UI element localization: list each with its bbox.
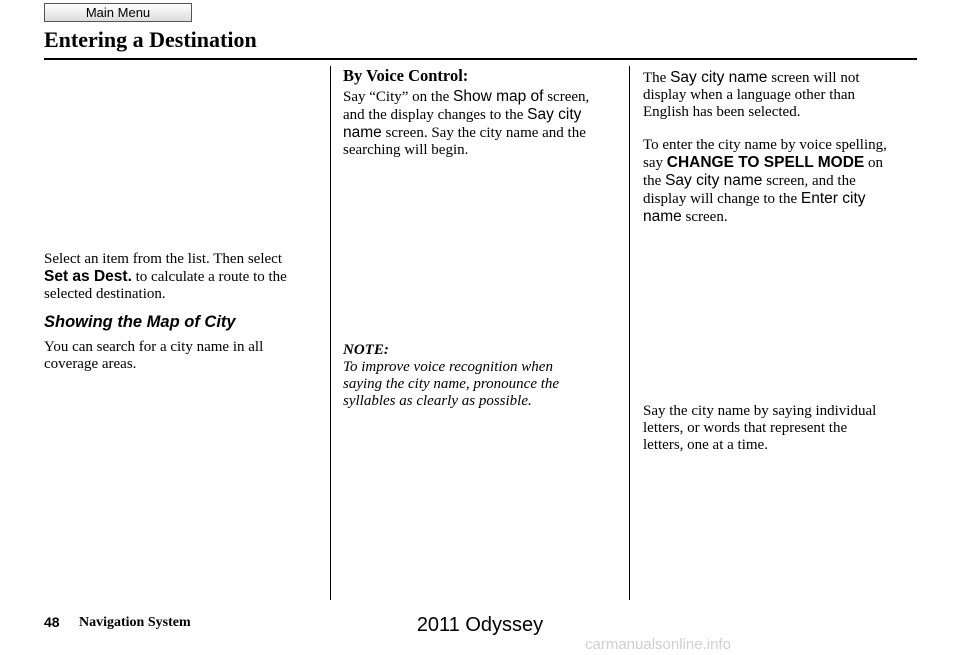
set-as-dest-term: Set as Dest. (44, 268, 132, 285)
show-map-of-term: Show map of (452, 88, 544, 105)
model-label: 2011 Odyssey (416, 614, 544, 636)
section-name: Navigation System (79, 615, 191, 630)
page-title: Entering a Destination (44, 27, 257, 52)
page-number: 48 (44, 614, 60, 630)
search-city-paragraph: You can search for a city name in all coverage areas. (44, 339, 264, 372)
watermark: carmanualsonline.info (585, 636, 731, 653)
main-menu-button[interactable]: Main Menu (44, 3, 192, 22)
spell-mode-paragraph: To enter the city name by voice spelling, say CHANGE TO SPELL MODE on the Say city name screen, and the display will change to the Enter city name screen. (643, 137, 887, 225)
voice-note: NOTE: To improve voice recognition when saying the city name, pronounce the syllables as clearly as possible. (343, 342, 560, 409)
title-rule (44, 58, 917, 60)
column-divider-right (629, 66, 630, 600)
language-note-paragraph: The Say city name screen will not display when a language other than English has been selected. (643, 69, 860, 120)
spell-mode-command: CHANGE TO SPELL MODE (666, 154, 865, 171)
column-divider-left (330, 66, 331, 600)
note-heading: NOTE: (343, 342, 389, 358)
section-subheading: Showing the Map of City (44, 313, 236, 331)
select-item-paragraph: Select an item from the list. Then select Set as Dest. to calculate a route to the selected destination. (44, 251, 287, 302)
voice-control-paragraph: Say “City” on the Show map of screen, and the display changes to the Say city name screen. Say the city name and the searching will begin. (343, 88, 590, 158)
say-city-name-term: Say city name (670, 69, 768, 86)
voice-control-heading: By Voice Control: (343, 66, 469, 85)
spelling-instructions-paragraph: Say the city name by saying individual letters, or words that represent the letters, one at a time. (643, 403, 877, 453)
say-city-term: Say city (527, 106, 582, 123)
enter-city-term: Enter city (800, 190, 866, 207)
